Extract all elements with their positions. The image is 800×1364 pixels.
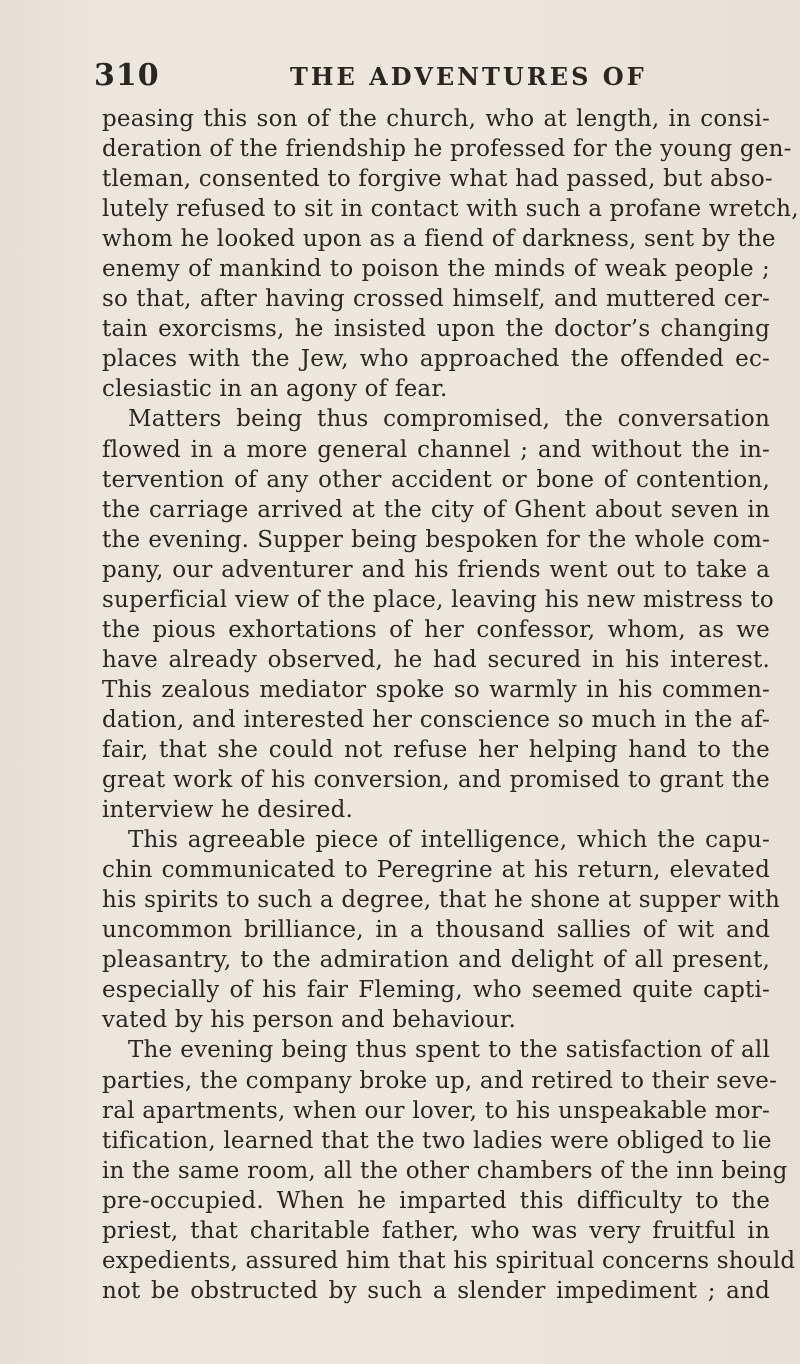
- text-line: tleman, consented to forgive what had passed, but abso-: [102, 166, 773, 193]
- text-line: flowed in a more general channel ; and without the in-: [102, 436, 770, 463]
- text-line: in the same room, all the other chambers of the inn being: [102, 1157, 788, 1184]
- text-line: pre-occupied. When he imparted this difficulty to the: [102, 1187, 770, 1214]
- text-line: superficial view of the place, leaving his new mistress to: [102, 586, 774, 613]
- text-line: parties, the company broke up, and retired to their seve-: [102, 1067, 778, 1094]
- text-line: tification, learned that the two ladies were obliged to lie: [102, 1127, 772, 1154]
- text-line: clesiastic in an agony of fear.: [102, 376, 448, 403]
- text-line: so that, after having crossed himself, and muttered cer-: [102, 286, 770, 313]
- text-line: fair, that she could not refuse her helping hand to the: [102, 736, 770, 763]
- text-line: not be obstructed by such a slender impediment ; and: [102, 1277, 770, 1304]
- text-line: The evening being thus spent to the satisfaction of all: [128, 1037, 770, 1064]
- text-line: his spirits to such a degree, that he shone at supper with: [102, 887, 781, 914]
- text-line: have already observed, he had secured in his interest.: [102, 646, 770, 673]
- text-line: Matters being thus compromised, the conversation: [128, 406, 770, 433]
- body-text: [102, 104, 799, 1306]
- text-line: peasing this son of the church, who at length, in consi-: [102, 106, 770, 132]
- text-line: chin communicated to Peregrine at his return, elevated: [102, 857, 770, 884]
- text-line: This zealous mediator spoke so warmly in his commen-: [102, 676, 770, 703]
- text-line: tervention of any other accident or bone of contention,: [102, 466, 770, 493]
- text-line: places with the Jew, who approached the offended ec-: [102, 346, 770, 373]
- text-line: priest, that charitable father, who was very fruitful in: [102, 1217, 770, 1244]
- text-line: enemy of mankind to poison the minds of weak people ;: [102, 256, 770, 283]
- text-line: This agreeable piece of intelligence, which the capu-: [128, 827, 770, 854]
- text-line: expedients, assured him that his spiritual concerns should: [102, 1247, 796, 1274]
- text-line: uncommon brilliance, in a thousand sallies of wit and: [102, 917, 770, 944]
- text-line: great work of his conversion, and promised to grant the: [102, 767, 770, 794]
- text-line: the carriage arrived at the city of Ghent about seven in: [102, 496, 770, 523]
- text-line: the pious exhortations of her confessor, whom, as we: [102, 616, 770, 643]
- page-number: 310: [94, 58, 160, 93]
- text-line: interview he desired.: [102, 797, 354, 824]
- text-line: lutely refused to sit in contact with such a profane wretch,: [102, 196, 799, 223]
- text-line: vated by his person and behaviour.: [102, 1007, 517, 1034]
- text-line: ral apartments, when our lover, to his unspeakable mor-: [102, 1097, 770, 1124]
- text-line: pany, our adventurer and his friends went out to take a: [102, 556, 770, 583]
- text-line: the evening. Supper being bespoken for the whole com-: [102, 526, 770, 553]
- text-line: especially of his fair Fleming, who seemed quite capti-: [102, 977, 770, 1004]
- text-line: deration of the friendship he professed for the young gen-: [102, 136, 792, 163]
- page-header: [94, 58, 774, 98]
- text-line: pleasantry, to the admiration and delight of all present,: [102, 947, 770, 974]
- text-line: tain exorcisms, he insisted upon the doctor’s changing: [102, 316, 770, 343]
- text-line: dation, and interested her conscience so much in the af-: [102, 706, 770, 733]
- running-head: THE ADVENTURES OF: [290, 62, 647, 91]
- text-line: whom he looked upon as a fiend of darkness, sent by the: [102, 226, 776, 253]
